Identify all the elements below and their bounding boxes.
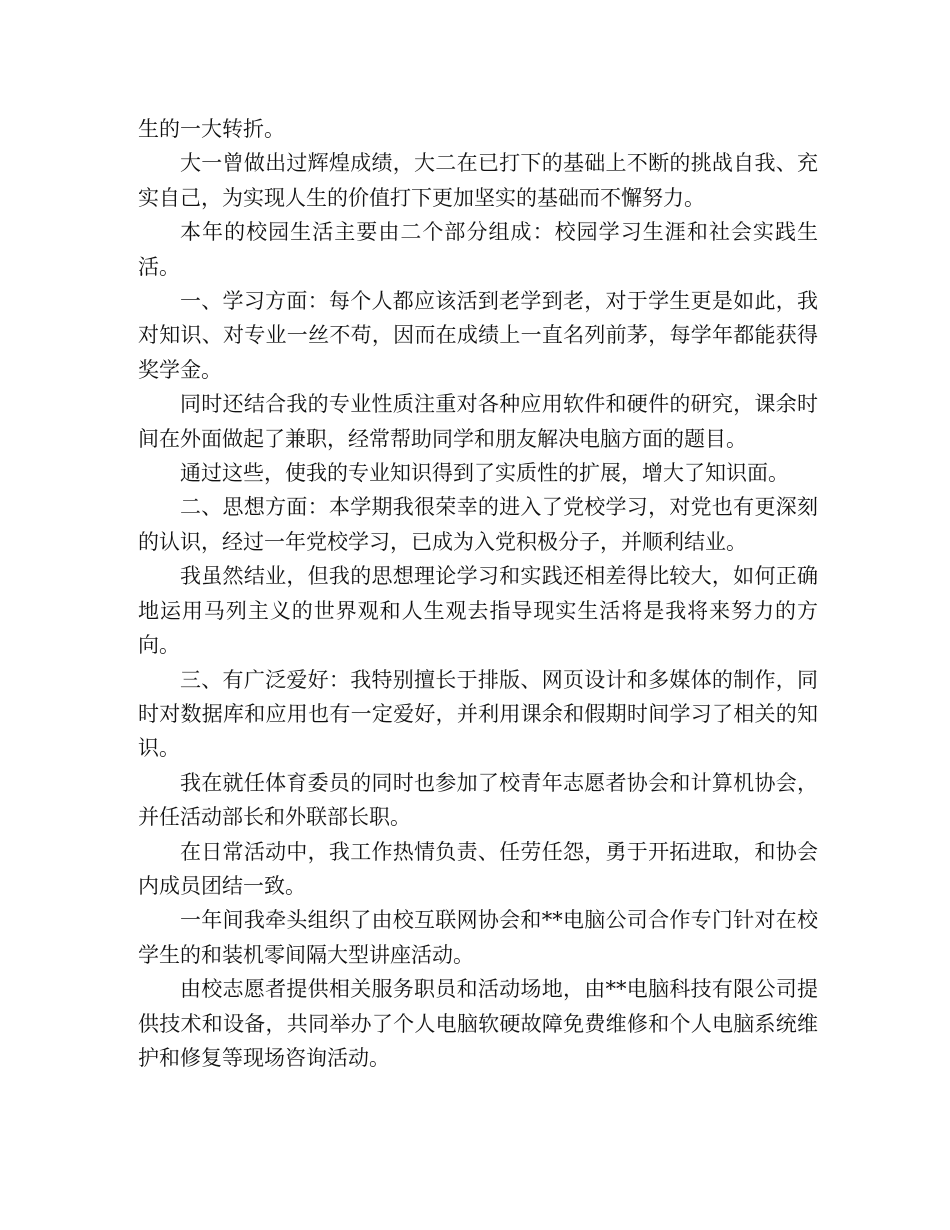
paragraph: 我虽然结业，但我的思想理论学习和实践还相差得比较大，如何正确地运用马列主义的世界观和人生观去指导现实生活将是我将来努力的方向。 bbox=[138, 564, 818, 658]
paragraph: 本年的校园生活主要由二个部分组成：校园学习生涯和社会实践生活。 bbox=[138, 220, 818, 279]
paragraph: 通过这些，使我的专业知识得到了实质性的扩展，增大了知识面。 bbox=[180, 461, 789, 486]
paragraph: 由校志愿者提供相关服务职员和活动场地，由**电脑科技有限公司提供技术和设备，共同举办了个人电脑软硬故障免费维修和个人电脑系统维护和修复等现场咨询活动。 bbox=[138, 977, 818, 1070]
document-page bbox=[138, 112, 818, 1075]
paragraph: 一、学习方面：每个人都应该活到老学到老，对于学生更是如此，我对知识、对专业一丝不苟，因而在成绩上一直名列前茅，每学年都能获得奖学金。 bbox=[138, 289, 818, 382]
paragraph-continuation: 生的一大转折。 bbox=[138, 117, 285, 141]
paragraph: 三、有广泛爱好：我特别擅长于排版、网页设计和多媒体的制作，同时对数据库和应用也有一定爱好，并利用课余和假期时间学习了相关的知识。 bbox=[138, 667, 818, 761]
paragraph: 二、思想方面：本学期我很荣幸的进入了党校学习，对党也有更深刻的认识，经过一年党校学习，已成为入党积极分子，并顺利结业。 bbox=[138, 495, 818, 554]
paragraph: 在日常活动中，我工作热情负责、任劳任怨，勇于开拓进取，和协会内成员团结一致。 bbox=[138, 839, 818, 898]
paragraph: 同时还结合我的专业性质注重对各种应用软件和硬件的研究，课余时间在外面做起了兼职，经常帮助同学和朋友解决电脑方面的题目。 bbox=[138, 392, 818, 451]
paragraph: 我在就任体育委员的同时也参加了校青年志愿者协会和计算机协会，并任活动部长和外联部长职。 bbox=[138, 770, 818, 830]
paragraph: 大一曾做出过辉煌成绩，大二在已打下的基础上不断的挑战自我、充实自己，为实现人生的价值打下更加坚实的基础而不懈努力。 bbox=[138, 151, 818, 210]
paragraph: 一年间我牵头组织了由校互联网协会和**电脑公司合作专门针对在校学生的和装机零间隔大型讲座活动。 bbox=[138, 908, 818, 967]
